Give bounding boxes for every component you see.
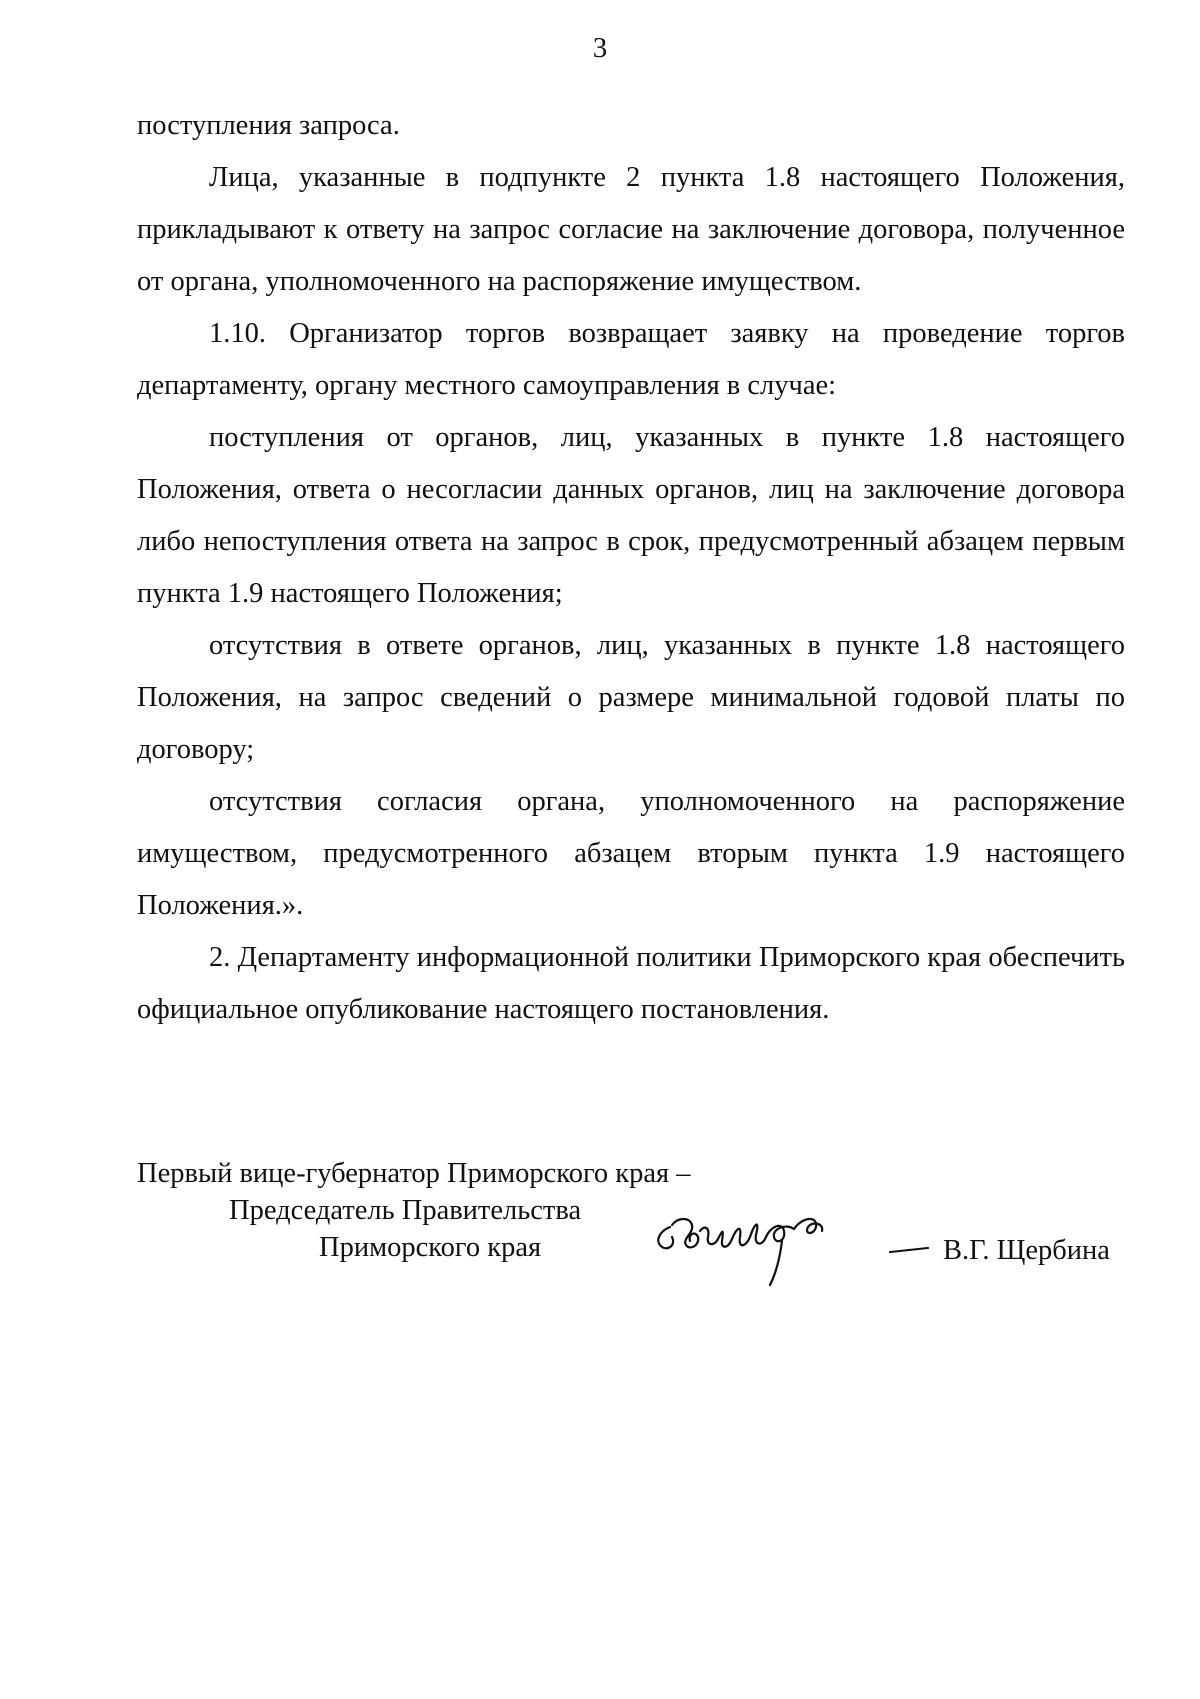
paragraph-missing-info-case: отсутствия в ответе органов, лиц, указанных в пункте 1.8 настоящего Положения, на запрос сведений о размере минимальной годовой платы по договору; — [137, 630, 1125, 765]
paragraph-no-consent-case: отсутствия согласия органа, уполномоченного на распоряжение имуществом, предусмотренного абзацем вторым пункта 1.9 настоящего Положения.». — [137, 786, 1125, 921]
signatory-name: В.Г. Щербина — [943, 1235, 1110, 1266]
document-body — [137, 100, 1125, 1036]
signature-dash — [889, 1247, 929, 1253]
signatory-title-line-1: Первый вице-губернатор Приморского края – — [137, 1158, 691, 1189]
paragraph-1-10: 1.10. Организатор торгов возвращает заявку на проведение торгов департаменту, органу местного самоуправления в случае: — [137, 318, 1125, 401]
page-number: 3 — [592, 32, 608, 64]
signature-block — [137, 1155, 1125, 1315]
signatory-title-line-2: Председатель Правительства — [229, 1195, 582, 1226]
signatory-title-line-3: Приморского края — [319, 1232, 542, 1263]
paragraph-persons-consent: Лица, указанные в подпункте 2 пункта 1.8 настоящего Положения, прикладывают к ответу на запрос согласие на заключение договора, полученное от органа, уполномоченного на распоряжение имуществом. — [137, 162, 1125, 297]
handwritten-signature — [642, 1187, 842, 1307]
paragraph-continuation: поступления запроса. — [137, 110, 400, 141]
paragraph-disagreement-case: поступления от органов, лиц, указанных в пункте 1.8 настоящего Положения, ответа о несогласии данных органов, лиц на заключение договора либо непоступления ответа на запрос в срок, предусмотренный абзацем первым пункта 1.9 настоящего Положения; — [137, 422, 1125, 609]
paragraph-2-publication: 2. Департаменту информационной политики Приморского края обеспечить официальное опубликование настоящего постановления. — [137, 942, 1125, 1025]
